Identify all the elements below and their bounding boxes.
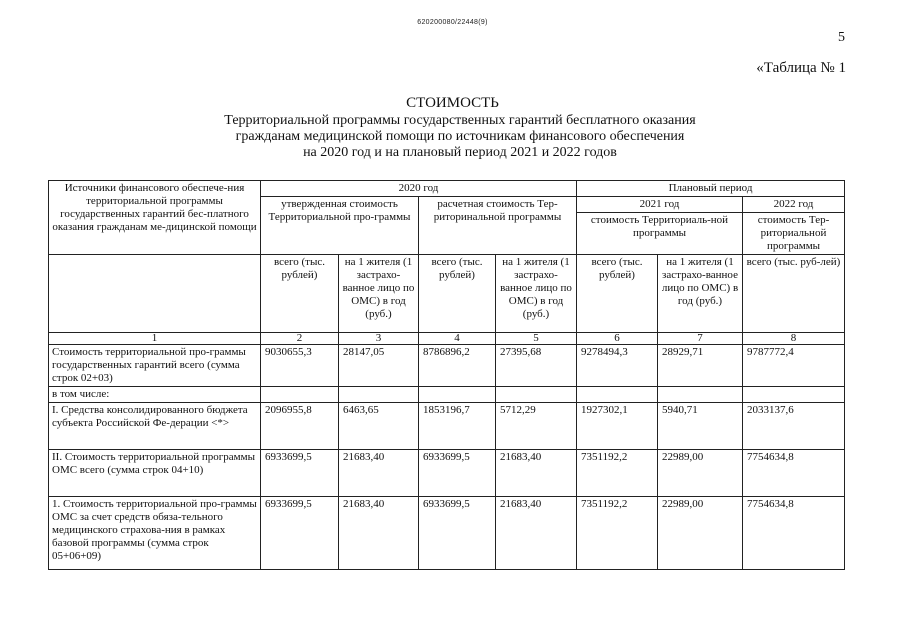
cell-value: 5940,71 xyxy=(658,403,743,450)
header-sources: Источники финансового обеспече-ния территориальной программы государственных гарантий бес-платного оказания гражданам ме-дицинской помощи xyxy=(49,181,261,255)
subtitle-line: на 2020 год и на плановый период 2021 и 2022 годов xyxy=(303,145,617,160)
cell-value: 7754634,8 xyxy=(743,450,845,497)
table-row xyxy=(49,450,845,497)
header-total: всего (тыс. рублей) xyxy=(419,255,496,333)
row-label: в том числе: xyxy=(49,387,261,403)
column-number: 8 xyxy=(743,333,845,345)
header-total: всего (тыс. рублей) xyxy=(261,255,339,333)
subtitle-line: гражданам медицинской помощи по источникам финансового обеспечения xyxy=(235,129,685,144)
table-row xyxy=(49,497,845,570)
cell-value: 1927302,1 xyxy=(577,403,658,450)
cell-value: 7754634,8 xyxy=(743,497,845,570)
header-year-2021: 2021 год xyxy=(577,197,743,213)
page-number: 5 xyxy=(838,30,845,45)
cell-value: 21683,40 xyxy=(339,497,419,570)
header-per-capita: на 1 жителя (1 застрахо-ванное лицо по ОМС) в год (руб.) xyxy=(496,255,577,333)
document-code: 620200080/22448(9) xyxy=(417,19,488,26)
cell-value: 7351192,2 xyxy=(577,497,658,570)
cell-value: 21683,40 xyxy=(496,497,577,570)
cell-value xyxy=(419,387,496,403)
row-label: II. Стоимость территориальной программы ОМС всего (сумма строк 04+10) xyxy=(49,450,261,497)
column-number: 3 xyxy=(339,333,419,345)
header-total: всего (тыс. рублей) xyxy=(577,255,658,333)
header-spacer xyxy=(49,255,261,333)
cell-value: 6933699,5 xyxy=(261,450,339,497)
header-estimated-cost: расчетная стоимость Тер-риторинальной программы xyxy=(419,197,577,255)
cell-value: 2033137,6 xyxy=(743,403,845,450)
column-number: 4 xyxy=(419,333,496,345)
cell-value: 27395,68 xyxy=(496,345,577,387)
header-year-2022: 2022 год xyxy=(743,197,845,213)
cell-value: 6933699,5 xyxy=(261,497,339,570)
cell-value: 28147,05 xyxy=(339,345,419,387)
row-label: I. Средства консолидированного бюджета субъекта Российской Фе-дерации <*> xyxy=(49,403,261,450)
cost-table xyxy=(48,180,845,570)
cell-value xyxy=(577,387,658,403)
cell-value: 9787772,4 xyxy=(743,345,845,387)
cell-value: 8786896,2 xyxy=(419,345,496,387)
row-label: 1. Стоимость территориальной про-граммы ОМС за счет средств обяза-тельного медицинского страхова-ния в рамках базовой программы (сумма строк 05+06+09) xyxy=(49,497,261,570)
header-cost-2022: стоимость Тер-риториальной программы xyxy=(743,213,845,255)
header-total: всего (тыс. руб-лей) xyxy=(743,255,845,333)
header-cost-2021: стоимость Территориаль-ной программы xyxy=(577,213,743,255)
subtitle-line: Территориальной программы государственных гарантий бесплатного оказания xyxy=(224,113,696,128)
cell-value: 22989,00 xyxy=(658,497,743,570)
cell-value: 7351192,2 xyxy=(577,450,658,497)
column-number: 5 xyxy=(496,333,577,345)
cell-value xyxy=(339,387,419,403)
cell-value: 2096955,8 xyxy=(261,403,339,450)
cell-value: 22989,00 xyxy=(658,450,743,497)
table-label: «Таблица № 1 xyxy=(756,60,846,76)
header-per-capita: на 1 жителя (1 застрахо-ванное лицо по ОМС) в год (руб.) xyxy=(339,255,419,333)
cell-value: 9030655,3 xyxy=(261,345,339,387)
cell-value: 21683,40 xyxy=(339,450,419,497)
table-row xyxy=(49,387,845,403)
cell-value: 28929,71 xyxy=(658,345,743,387)
cell-value: 1853196,7 xyxy=(419,403,496,450)
header-year-2020: 2020 год xyxy=(261,181,577,197)
table-row xyxy=(49,345,845,387)
cell-value xyxy=(261,387,339,403)
cell-value xyxy=(496,387,577,403)
cell-value: 6933699,5 xyxy=(419,450,496,497)
cell-value: 5712,29 xyxy=(496,403,577,450)
document-subtitle xyxy=(160,113,760,161)
cell-value: 9278494,3 xyxy=(577,345,658,387)
header-planned-period: Плановый период xyxy=(577,181,845,197)
cell-value: 21683,40 xyxy=(496,450,577,497)
column-number: 6 xyxy=(577,333,658,345)
table-row xyxy=(49,403,845,450)
row-label: Стоимость территориальной про-граммы государственных гарантий всего (сумма строк 02+03) xyxy=(49,345,261,387)
column-number: 2 xyxy=(261,333,339,345)
column-number: 7 xyxy=(658,333,743,345)
cell-value xyxy=(743,387,845,403)
column-number: 1 xyxy=(49,333,261,345)
cell-value: 6933699,5 xyxy=(419,497,496,570)
document-title: СТОИМОСТЬ xyxy=(406,95,499,111)
header-approved-cost: утвержденная стоимость Территориальной про-граммы xyxy=(261,197,419,255)
header-per-capita: на 1 жителя (1 застрахо-ванное лицо по ОМС) в год (руб.) xyxy=(658,255,743,333)
cell-value: 6463,65 xyxy=(339,403,419,450)
cell-value xyxy=(658,387,743,403)
